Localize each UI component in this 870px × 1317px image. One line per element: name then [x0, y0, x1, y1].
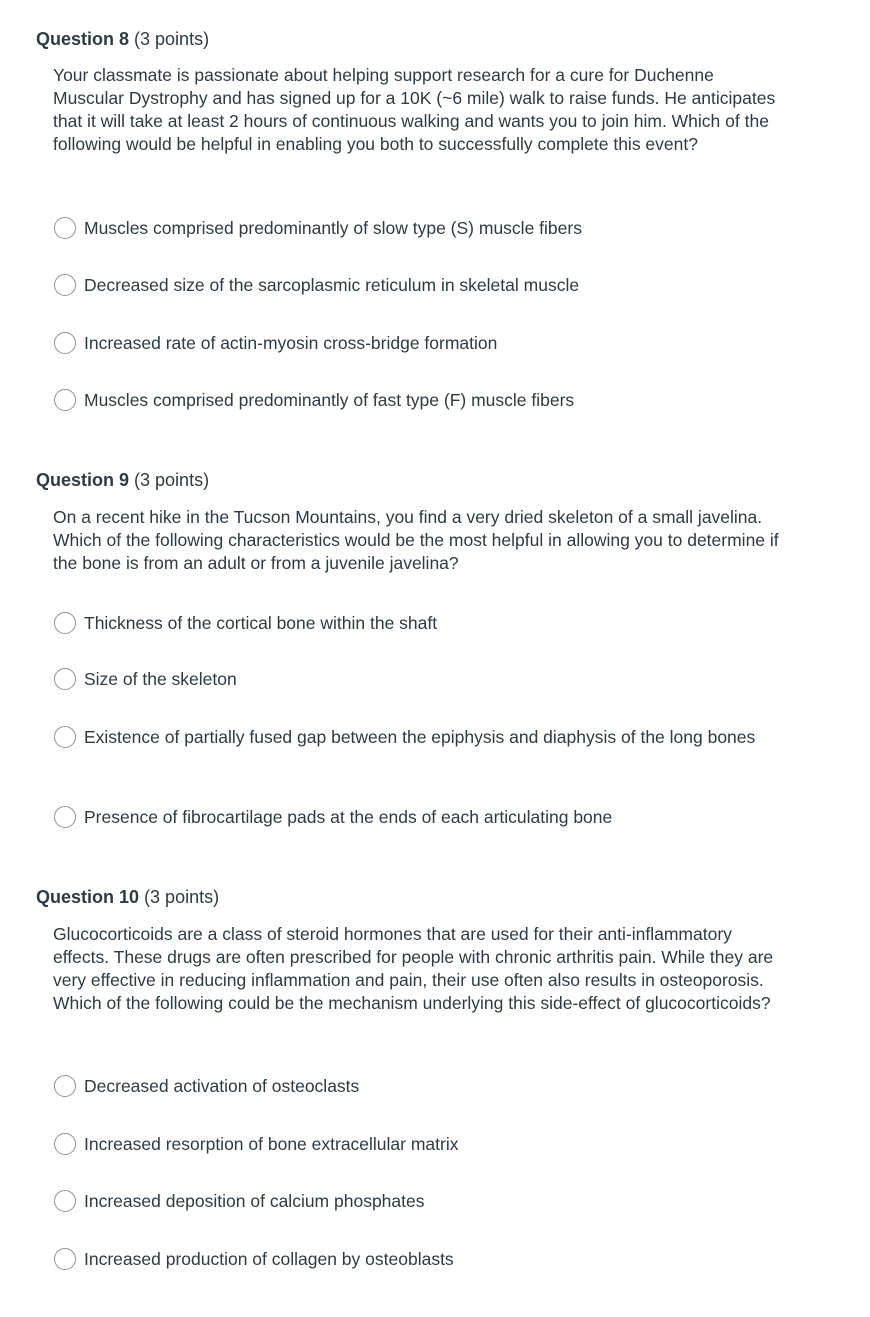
answer-option[interactable] — [54, 668, 794, 691]
radio-button[interactable] — [54, 332, 76, 354]
answer-option[interactable] — [54, 726, 794, 749]
option-label: Increased production of collagen by osteoblasts — [84, 1249, 454, 1269]
question-title: Question 8 — [36, 29, 130, 49]
question-text: On a recent hike in the Tucson Mountains, you find a very dried skeleton of a small javelina. Which of the following characteristics would be the most helpful in allowing you to determine if the bone is from an adult or from a juvenile javelina? — [53, 507, 779, 573]
radio-button[interactable] — [54, 612, 76, 634]
option-label: Existence of partially fused gap between the epiphysis and diaphysis of the long bones — [84, 727, 756, 747]
answer-option[interactable] — [54, 1133, 794, 1156]
question-points: (3 points) — [134, 29, 210, 49]
radio-button[interactable] — [54, 1075, 76, 1097]
option-label: Decreased activation of osteoclasts — [84, 1076, 360, 1096]
option-label: Thickness of the cortical bone within the shaft — [84, 613, 438, 633]
question-points: (3 points) — [144, 887, 220, 907]
answer-option[interactable] — [54, 612, 794, 635]
radio-button[interactable] — [54, 389, 76, 411]
answer-option[interactable] — [54, 332, 794, 355]
option-label: Presence of fibrocartilage pads at the ends of each articulating bone — [84, 807, 613, 827]
question-header — [36, 28, 209, 50]
answer-option[interactable] — [54, 389, 794, 412]
answer-option[interactable] — [54, 806, 794, 829]
radio-button[interactable] — [54, 1190, 76, 1212]
radio-button[interactable] — [54, 1248, 76, 1270]
radio-button[interactable] — [54, 217, 76, 239]
answer-option[interactable] — [54, 274, 794, 297]
option-label: Muscles comprised predominantly of slow type (S) muscle fibers — [84, 218, 582, 238]
question-text: Your classmate is passionate about helping support research for a cure for Duchenne Muscular Dystrophy and has signed up for a 10K (~6 mile) walk to raise funds. He anticipates that it will take at least 2 hours of continuous walking and wants you to join him. Which of the following would be helpful in enabling you both to successfully complete this event? — [53, 65, 776, 154]
question-title: Question 9 — [36, 470, 130, 490]
option-label: Increased resorption of bone extracellular matrix — [84, 1134, 459, 1154]
question-title: Question 10 — [36, 887, 140, 907]
question-header — [36, 886, 219, 908]
question-points: (3 points) — [134, 470, 210, 490]
option-label: Size of the skeleton — [84, 669, 237, 689]
option-label: Increased deposition of calcium phosphates — [84, 1191, 425, 1211]
answer-option[interactable] — [54, 1075, 794, 1098]
radio-button[interactable] — [54, 668, 76, 690]
option-label: Decreased size of the sarcoplasmic reticulum in skeletal muscle — [84, 275, 580, 295]
radio-button[interactable] — [54, 274, 76, 296]
radio-button[interactable] — [54, 1133, 76, 1155]
option-label: Muscles comprised predominantly of fast type (F) muscle fibers — [84, 390, 575, 410]
question-text: Glucocorticoids are a class of steroid hormones that are used for their anti-inflammatory effects. These drugs are often prescribed for people with chronic arthritis pain. While they are very effective in reducing inflammation and pain, their use often also results in osteoporosis. Which of the following could be the mechanism underlying this side-effect of glucocorticoids? — [53, 924, 774, 1013]
option-label: Increased rate of actin-myosin cross-bridge formation — [84, 333, 498, 353]
radio-button[interactable] — [54, 806, 76, 828]
radio-button[interactable] — [54, 726, 76, 748]
answer-option[interactable] — [54, 217, 794, 240]
answer-option[interactable] — [54, 1248, 794, 1271]
answer-option[interactable] — [54, 1190, 794, 1213]
question-header — [36, 469, 209, 491]
